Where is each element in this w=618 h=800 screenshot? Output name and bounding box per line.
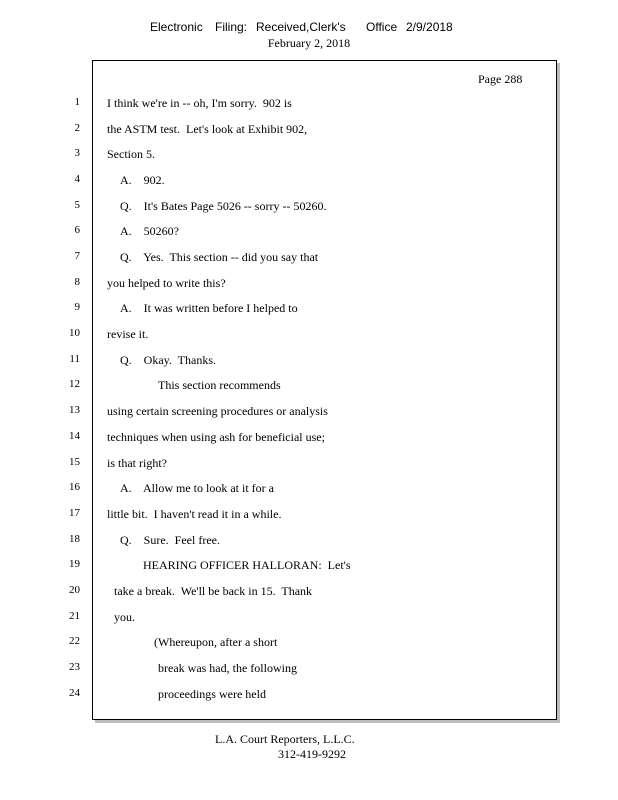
transcript-line: Q. Yes. This section -- did you say that [120, 250, 319, 264]
line-number: 21 [69, 610, 80, 622]
line-number: 2 [74, 122, 80, 134]
line-number: 6 [74, 224, 80, 236]
line-number: 15 [69, 456, 80, 468]
line-number: 11 [69, 353, 80, 365]
line-number: 12 [69, 378, 80, 390]
line-number: 1 [74, 96, 80, 108]
transcript-line: (Whereupon, after a short [154, 635, 278, 649]
line-number: 16 [69, 481, 80, 493]
header-electronic: Electronic [150, 20, 203, 34]
line-number: 19 [69, 558, 80, 570]
transcript-line: Q. Sure. Feel free. [120, 533, 220, 547]
header-received: Received,Clerk's [256, 20, 346, 34]
transcript-line: you. [114, 610, 135, 624]
transcript-line: A. It was written before I helped to [120, 301, 298, 315]
line-number: 24 [69, 687, 80, 699]
header-office: Office [366, 20, 398, 34]
page-number: Page 288 [478, 72, 523, 86]
line-number: 23 [69, 661, 80, 673]
transcript-line: This section recommends [158, 378, 281, 392]
header-filing: Filing: [215, 20, 248, 34]
transcript-line: HEARING OFFICER HALLORAN: Let's [143, 558, 351, 572]
line-number: 13 [69, 404, 80, 416]
transcript-line: you helped to write this? [107, 276, 226, 290]
header-subdate: February 2, 2018 [267, 36, 351, 50]
line-number: 18 [69, 533, 80, 545]
transcript-line: I think we're in -- oh, I'm sorry. 902 is [107, 96, 292, 110]
transcript-line: A. 50260? [120, 224, 179, 238]
line-number: 17 [69, 507, 80, 519]
line-number: 4 [74, 173, 80, 185]
footer-phone: 312-419-9292 [278, 747, 346, 761]
transcript-line: Q. It's Bates Page 5026 -- sorry -- 50260. [120, 199, 327, 213]
line-number: 5 [74, 199, 80, 211]
line-number: 14 [69, 430, 80, 442]
transcript-line: revise it. [107, 327, 149, 341]
transcript-line: little bit. I haven't read it in a while. [107, 507, 282, 521]
line-number: 22 [69, 635, 80, 647]
transcript-line: take a break. We'll be back in 15. Thank [114, 584, 313, 598]
line-number: 8 [74, 276, 80, 288]
transcript-line: A. 902. [120, 173, 165, 187]
line-number: 10 [69, 327, 80, 339]
transcript-line: the ASTM test. Let's look at Exhibit 902, [107, 122, 308, 136]
transcript-line: techniques when using ash for beneficial use; [107, 430, 325, 444]
line-number: 9 [74, 301, 80, 313]
transcript-line: break was had, the following [158, 661, 297, 675]
line-number: 7 [74, 250, 80, 262]
footer-company: L.A. Court Reporters, L.L.C. [215, 732, 355, 746]
line-number: 3 [74, 147, 80, 159]
transcript-line: proceedings were held [158, 687, 266, 701]
transcript-line: Section 5. [107, 147, 155, 161]
transcript-line: using certain screening procedures or analysis [107, 404, 328, 418]
header-date: 2/9/2018 [406, 20, 453, 34]
line-number: 20 [69, 584, 80, 596]
transcript-line: is that right? [107, 456, 167, 470]
transcript-line: A. Allow me to look at it for a [120, 481, 274, 495]
transcript-line: Q. Okay. Thanks. [120, 353, 216, 367]
